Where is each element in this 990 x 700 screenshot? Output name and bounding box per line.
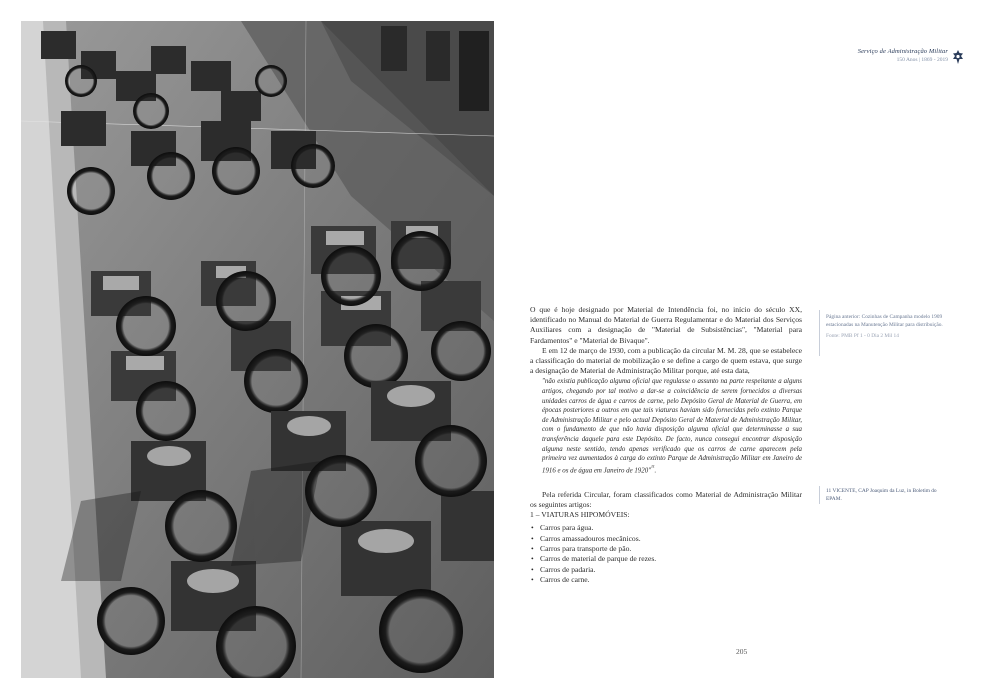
main-text-column: [530, 305, 802, 586]
list-item: • Carros de padaria.: [530, 565, 802, 575]
paragraph-intro: O que é hoje designado por Material de Intendência foi, no início do século XX, identificado no Manual do Material de Guerra Regulamentar e do Material dos Serviços Auxiliares com a designação de "Material de Subsistências", "Material para Fardamentos" e "Material de Bivaque".: [530, 305, 802, 345]
list-item: • Carros de material de parque de rezes.: [530, 554, 802, 564]
caption-rule: [819, 310, 820, 356]
footnote: [826, 487, 944, 503]
list-item: • Carros amassadouros mecânicos.: [530, 534, 802, 544]
photo-caption: [826, 313, 944, 340]
footnote-ref[interactable]: ¹¹: [651, 464, 655, 471]
running-head-subtitle: 150 Anos | 1869 - 2019: [896, 57, 948, 63]
vehicle-list: [530, 523, 802, 585]
paragraph-classification: Pela referida Circular, foram classificados como Material de Administração Militar os seguintes artigos:: [530, 489, 802, 509]
military-emblem-icon: [952, 50, 964, 64]
field-kitchens-photograph: [21, 21, 494, 678]
list-item: • Carros para água.: [530, 523, 802, 533]
running-head-title: Serviço de Administração Militar: [857, 48, 948, 55]
list-item: • Carros de carne.: [530, 575, 802, 585]
list-item: • Carros para transporte de pão.: [530, 544, 802, 554]
page-number: 205: [736, 647, 748, 656]
footnote-rule: [819, 486, 820, 504]
footnote-text: VICENTE, CAP Joaquim da Luz, in Boletim do EPAM.: [826, 488, 937, 502]
paragraph-circular: E em 12 de março de 1930, com a publicação da circular M. M. 28, que se estabelece a classificação do material de mobilização e se define a cargo de quem estava, que surge a designação de Material de Administração Militar porque, até esta data,: [530, 345, 802, 376]
photograph-image: [21, 21, 494, 678]
quote-end: .: [654, 467, 657, 475]
caption-text: Página anterior: Cozinhas de Campanha modelo 1909 estacionadas na Manutenção Militar para distribuição.: [826, 314, 943, 329]
caption-credit: Fonte: PMB Pf 1 - 0 Dia 2 Mil 14: [826, 332, 899, 339]
running-head: [858, 48, 948, 63]
list-heading: 1 – VIATURAS HIPOMÓVEIS:: [530, 510, 630, 520]
footnote-number: 11: [826, 488, 832, 494]
quote-text: "não existia publicação alguma oficial que regulasse o assunto na parte respeitante a alguns artigos, chegando por tal motivo a dar-se a coincidência de serem fornecidos a diversas unidades carros de água e carros de carne, pelo Depósito Geral de Material de Guerra, em épocas posteriores a outros em que tais viaturas haviam sido fornecidas pelo extinto Parque de Administração Militar e pelo actual Depósito Geral de Material de Administração Militar, com o fundamento de que não havia disposição alguma oficial que determinasse a sua transferência daquele para este Depósito. De facto, nunca consegui encontrar disposição alguma neste sentido, tendo apenas verificado que os carros de carne aparecem pela primeira vez aumentados à carga do extinto Parque de Administração Militar em Janeiro de 1916 e os de água em Janeiro de 1920": [542, 378, 802, 475]
block-quote: [530, 377, 802, 475]
